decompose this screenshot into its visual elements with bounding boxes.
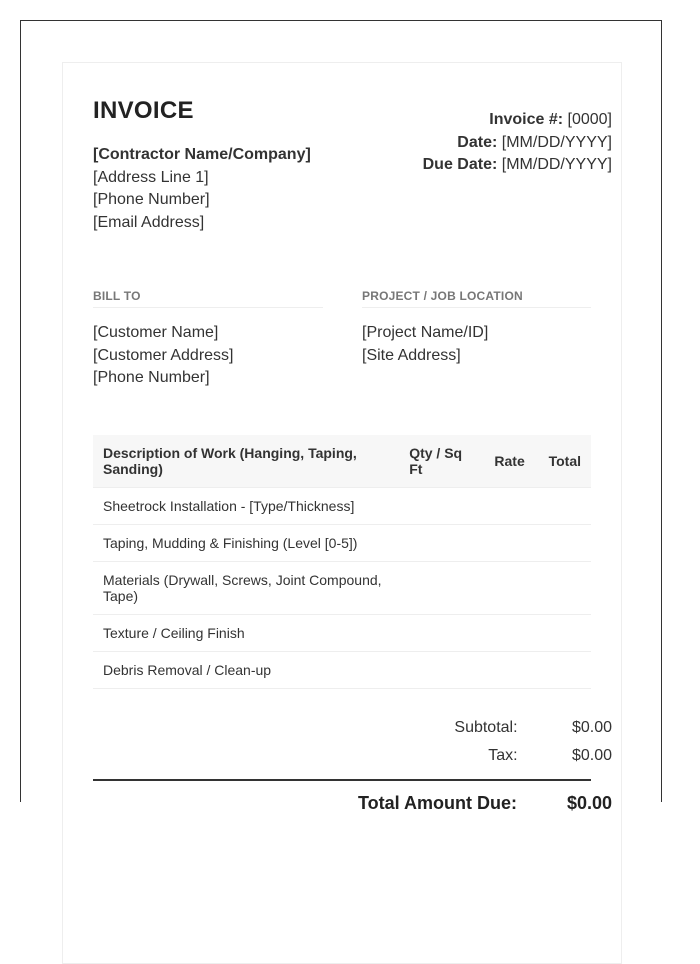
row-rate [482,562,537,615]
column-header-total: Total [537,435,591,488]
invoice-number-label: Invoice #: [489,111,564,128]
row-total [537,615,591,652]
row-rate [482,615,537,652]
bill-to-heading: BILL TO [93,289,323,308]
subtotal-row [398,719,612,737]
row-total [537,562,591,615]
site-address: [Site Address] [362,346,461,364]
row-qty [399,562,482,615]
row-total [537,652,591,689]
customer-address: [Customer Address] [93,346,234,364]
table-row [93,562,591,615]
tax-label: Tax: [488,747,518,764]
table-row [93,488,591,525]
total-due-label: Total Amount Due: [358,793,517,813]
customer-name: [Customer Name] [93,324,219,341]
tax-value: $0.00 [571,747,612,764]
contractor-address: [Address Line 1] [93,168,209,186]
table-row [93,615,591,652]
column-header-description: Description of Work (Hanging, Taping, Sanding) [93,435,399,488]
total-due-row [317,793,612,814]
row-qty [399,615,482,652]
bill-to-block [93,322,234,390]
contractor-block [93,144,311,234]
row-qty [399,488,482,525]
invoice-date-label: Date: [457,133,498,151]
row-rate [482,525,537,562]
invoice-page [62,62,622,964]
subtotal-value: $0.00 [571,719,612,736]
total-divider [93,779,591,781]
row-rate [482,488,537,525]
invoice-due-label: Due Date: [422,156,498,173]
invoice-due-value: [MM/DD/YYYY] [501,156,612,173]
row-rate [482,652,537,689]
invoice-due-row [423,154,612,177]
row-total [537,525,591,562]
invoice-date-row [423,132,612,155]
subtotal-label: Subtotal: [454,719,518,736]
row-description: Materials (Drywall, Screws, Joint Compound, Tape) [93,562,399,615]
project-name: [Project Name/ID] [362,324,489,341]
row-description: Debris Removal / Clean-up [93,652,399,689]
table-header-row [93,435,591,488]
tax-row [398,747,612,765]
row-qty [399,525,482,562]
invoice-number-row [423,109,612,132]
invoice-number-value: [0000] [567,111,612,128]
table-row [93,525,591,562]
document-viewport[interactable] [20,20,662,813]
row-description: Taping, Mudding & Finishing (Level [0-5]) [93,525,399,562]
column-header-qty: Qty / Sq Ft [399,435,482,488]
contractor-email: [Email Address] [93,213,205,231]
contractor-phone: [Phone Number] [93,191,210,208]
project-block [362,322,488,367]
contractor-name: [Contractor Name/Company] [93,146,311,163]
row-description: Texture / Ceiling Finish [93,615,399,652]
work-items-table [93,435,591,689]
row-qty [399,652,482,689]
invoice-title: INVOICE [93,97,194,124]
invoice-date-value: [MM/DD/YYYY] [501,133,612,151]
table-row [93,652,591,689]
column-header-rate: Rate [482,435,537,488]
project-location-heading: PROJECT / JOB LOCATION [362,289,591,308]
row-description: Sheetrock Installation - [Type/Thickness] [93,488,399,525]
customer-phone: [Phone Number] [93,369,210,386]
row-total [537,488,591,525]
total-due-value: $0.00 [566,793,612,813]
invoice-meta [423,109,612,177]
